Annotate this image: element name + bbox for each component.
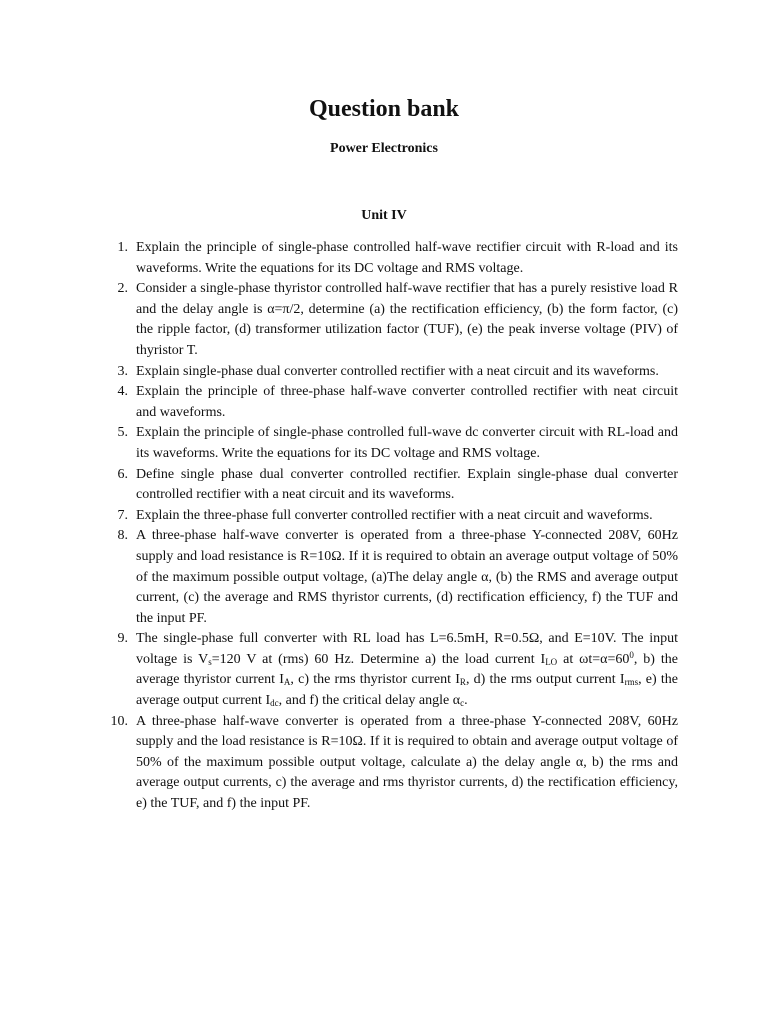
question-number: 8. <box>117 528 128 544</box>
question-text-segment: at ωt=α=60 <box>557 651 630 667</box>
question-text <box>136 631 678 708</box>
question-item <box>102 712 678 815</box>
subject-heading: Power Electronics <box>330 141 438 156</box>
question-number: 7. <box>117 507 128 523</box>
question-item <box>102 629 678 711</box>
question-text-segment: , and f) the critical delay angle α <box>278 693 461 709</box>
document-title: Question bank <box>308 96 460 122</box>
subscript-text: c <box>460 698 465 709</box>
question-list <box>102 238 678 815</box>
question-item <box>102 423 678 464</box>
question-text-segment: Explain single-phase dual converter controlled rectifier with a neat circuit and its waveforms. <box>136 363 659 379</box>
question-item <box>102 526 678 629</box>
question-number: 4. <box>117 384 128 400</box>
question-item <box>102 279 678 361</box>
subscript-text: dc <box>270 698 279 709</box>
question-item <box>102 362 678 383</box>
question-text-segment: Explain the principle of three-phase half-wave converter controlled rectifier with neat circuit and waveforms. <box>136 384 678 420</box>
question-number: 9. <box>117 631 128 647</box>
question-text-segment: Explain the principle of single-phase controlled half-wave rectifier circuit with R-load and its waveforms. Write the equations for its DC voltage and RMS voltage. <box>136 240 678 276</box>
question-text-segment: Consider a single-phase thyristor controlled half-wave rectifier that has a purely resistive load R and the delay angle is α=π/2, determine (a) the rectification efficiency, (b) the form factor, (c) the ripple factor, (d) transformer utilization factor (TUF), (e) the peak inverse voltage (PIV) of thyristor T. <box>136 281 678 358</box>
question-text <box>136 425 678 461</box>
question-text-segment: =120 V at (rms) 60 Hz. Determine a) the load current I <box>211 651 546 667</box>
question-item <box>102 238 678 279</box>
question-number: 6. <box>117 466 128 482</box>
subscript-text: LO <box>545 656 558 667</box>
question-item <box>102 506 678 527</box>
unit-heading: Unit IV <box>361 208 407 223</box>
question-item <box>102 465 678 506</box>
question-text-segment: Explain the principle of single-phase controlled full-wave dc converter circuit with RL-load and its waveforms. Write the equations for its DC voltage and RMS voltage. <box>136 425 678 461</box>
question-text-segment: , e) the average output current I <box>136 672 678 709</box>
question-text <box>136 240 678 276</box>
question-text-segment: . <box>464 693 468 709</box>
question-text <box>136 281 678 358</box>
question-text <box>136 714 678 811</box>
subscript-text: R <box>459 677 466 688</box>
question-text-segment: , c) the rms thyristor current I <box>290 672 460 688</box>
question-text-segment: , d) the rms output current I <box>465 672 625 688</box>
question-text <box>136 508 653 523</box>
superscript-text: 0 <box>629 649 634 660</box>
question-number: 5. <box>117 425 128 441</box>
subscript-text: rms <box>624 677 639 688</box>
question-item <box>102 382 678 423</box>
question-text <box>136 364 659 379</box>
question-number: 1. <box>117 240 128 255</box>
question-text-segment: Explain the three-phase full converter controlled rectifier with a neat circuit and waveforms. <box>136 507 653 523</box>
question-text <box>136 384 678 420</box>
question-text-segment: , b) the average thyristor current I <box>136 651 678 688</box>
question-text <box>136 467 678 503</box>
subscript-text: A <box>283 677 291 688</box>
question-text-segment: A three-phase half-wave converter is operated from a three-phase Y-connected 208V, 60Hz supply and the load resistance is R=10Ω. If it is required to obtain and average output voltage of 50% of the maximum possible output voltage, calculate a) the delay angle α, b) the rms and average output currents, c) the average and rms thyristor currents, d) the rectification efficiency, e) the TUF, and f) the input PF. <box>136 713 678 812</box>
question-number: 10. <box>110 713 128 729</box>
question-number: 3. <box>117 363 128 379</box>
question-text <box>136 528 678 625</box>
question-number: 2. <box>117 281 128 297</box>
question-text-segment: Define single phase dual converter controlled rectifier. Explain single-phase dual converter controlled rectifier with a neat circuit and its waveforms. <box>136 466 678 503</box>
subscript-text: s <box>208 656 212 667</box>
question-text-segment: The single-phase full converter with RL load has L=6.5mH, R=0.5Ω, and E=10V. The input voltage is V <box>136 631 678 667</box>
question-text-segment: A three-phase half-wave converter is operated from a three-phase Y-connected 208V, 60Hz supply and load resistance is R=10Ω. If it is required to obtain an average output voltage of 50% of the maximum possible output voltage, (a)The delay angle α, (b) the RMS and average output current, (c) the average and RMS thyristor currents, (d) rectification efficiency, f) the TUF and the input PF. <box>136 528 678 626</box>
